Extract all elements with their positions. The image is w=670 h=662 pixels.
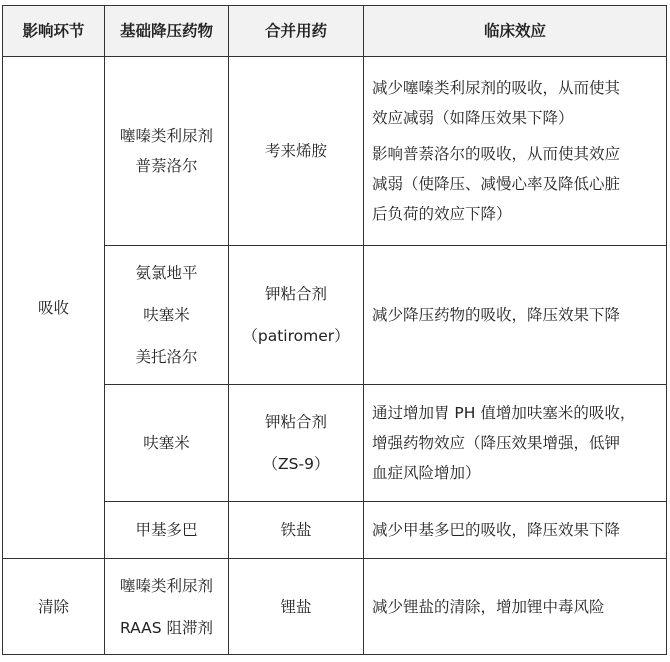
clinical-effect-cell bbox=[364, 246, 667, 385]
base-drug-name: 甲基多巴 bbox=[135, 521, 198, 539]
base-drug-name: 噻嗪类利尿剂 bbox=[119, 127, 213, 145]
effect-text-line: 减少甲基多巴的吸收，降压效果下降 bbox=[372, 521, 621, 539]
combined-drug-cell bbox=[229, 559, 364, 655]
clinical-effect-cell bbox=[364, 57, 667, 246]
combined-drug-name: 铁盐 bbox=[280, 521, 312, 539]
table-row bbox=[3, 57, 667, 246]
effect-text-line: 增强药物效应（降压效果增强，低钾 bbox=[372, 434, 621, 452]
effect-text-line: 减少噻嗪类利尿剂的吸收，从而使其 bbox=[372, 79, 621, 97]
combined-drug-cell bbox=[229, 57, 364, 246]
base-drug-name: 氨氯地平 bbox=[135, 264, 198, 282]
effect-text-line: 通过增加胃 PH 值增加呋塞米的吸收， bbox=[372, 404, 636, 422]
effect-text-line: 后负荷的效应下降） bbox=[372, 205, 512, 223]
effect-text-line: 血症风险增加） bbox=[372, 464, 481, 482]
effect-text-line: 影响普萘洛尔的吸收，从而使其效应 bbox=[372, 145, 621, 163]
base-drug-name: 美托洛尔 bbox=[135, 348, 198, 366]
header-row bbox=[3, 6, 667, 57]
base-drug-cell bbox=[105, 559, 229, 655]
combined-drug-name: （patiromer） bbox=[242, 327, 350, 345]
effect-text-line: 效应减弱（如降压效果下降） bbox=[372, 109, 574, 127]
clinical-effect-cell bbox=[364, 385, 667, 502]
effect-text-line: 减少降压药物的吸收，降压效果下降 bbox=[372, 306, 621, 324]
base-drug-name: 呋塞米 bbox=[143, 434, 190, 452]
header-clinical-effect: 临床效应 bbox=[364, 6, 667, 57]
clinical-effect-cell bbox=[364, 502, 667, 559]
base-drug-name: RAAS 阻滞剂 bbox=[119, 618, 214, 637]
base-drug-cell bbox=[105, 57, 229, 246]
combined-drug-name: 钾粘合剂 bbox=[264, 413, 327, 431]
base-drug-cell bbox=[105, 385, 229, 502]
effect-text-line: 减弱（使降压、减慢心率及降低心脏 bbox=[372, 175, 621, 193]
base-drug-name: 普萘洛尔 bbox=[135, 157, 198, 175]
combined-drug-cell bbox=[229, 246, 364, 385]
combined-drug-name: 钾粘合剂 bbox=[264, 285, 327, 303]
base-drug-cell bbox=[105, 246, 229, 385]
stage-cell: 吸收 bbox=[3, 57, 105, 559]
table-row bbox=[3, 559, 667, 655]
header-combined-drug: 合并用药 bbox=[229, 6, 364, 57]
effect-text-line: 减少锂盐的清除，增加锂中毒风险 bbox=[372, 597, 605, 616]
base-drug-name: 噻嗪类利尿剂 bbox=[119, 576, 213, 595]
drug-interaction-table bbox=[2, 5, 667, 655]
base-drug-cell bbox=[105, 502, 229, 559]
header-stage: 影响环节 bbox=[3, 6, 105, 57]
base-drug-name: 呋塞米 bbox=[143, 306, 190, 324]
header-base-drug: 基础降压药物 bbox=[105, 6, 229, 57]
stage-cell: 清除 bbox=[3, 559, 105, 655]
combined-drug-name: 锂盐 bbox=[280, 597, 312, 616]
combined-drug-name: 考来烯胺 bbox=[264, 142, 327, 160]
combined-drug-name: （ZS-9） bbox=[262, 455, 330, 473]
combined-drug-cell bbox=[229, 502, 364, 559]
combined-drug-cell bbox=[229, 385, 364, 502]
clinical-effect-cell bbox=[364, 559, 667, 655]
